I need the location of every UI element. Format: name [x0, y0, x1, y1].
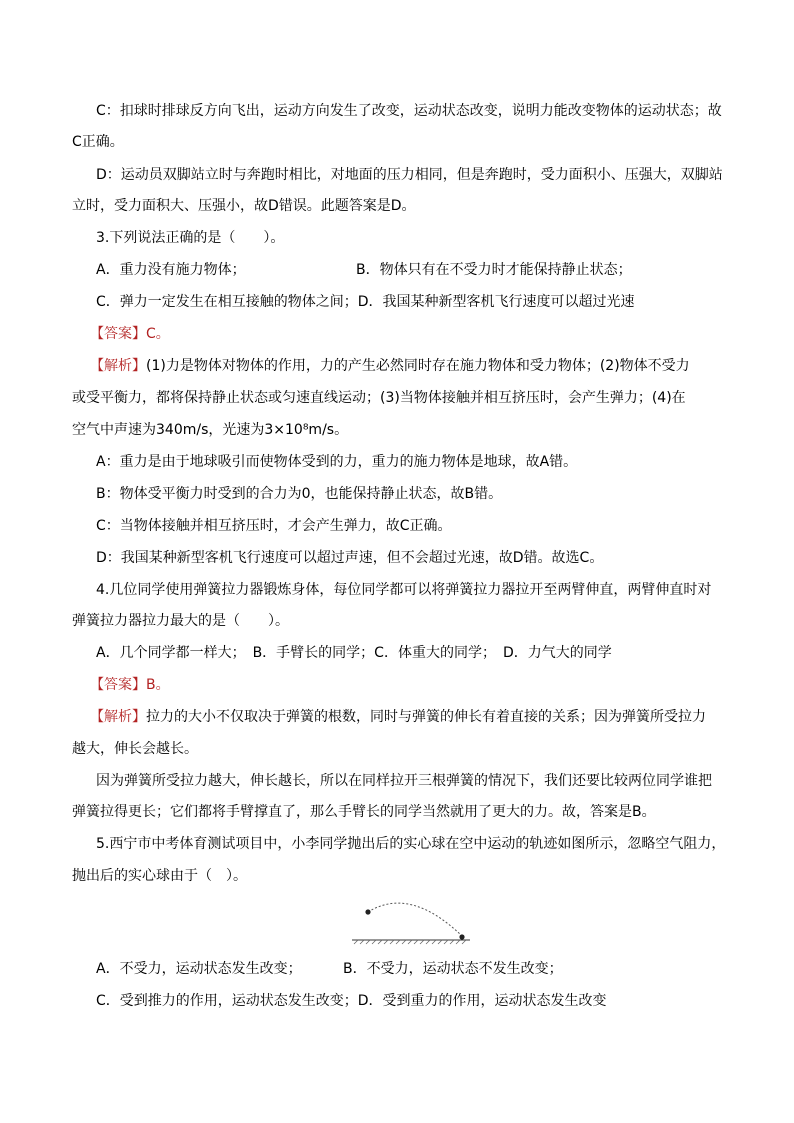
answer-value: C。: [146, 326, 170, 342]
ball-landing: [459, 934, 464, 939]
question-3-option-a: A．重力没有施力物体；: [96, 262, 246, 278]
question-3-explanation-a: A：重力是由于地球吸引而使物体受到的力，重力的施力物体是地球，故A错。: [96, 454, 578, 470]
question-3-answer: [90, 324, 170, 344]
question-3-explanation-b: B：物体受平衡力时受到的合力为0，也能保持静止状态，故B错。: [96, 486, 503, 502]
option-d-explanation-line1: D：运动员双脚站立时与奔跑时相比，对地面的压力相同，但是奔跑时，受力面积小、压强大，双脚站: [96, 167, 723, 183]
question-5-option-a: A．不受力，运动状态发生改变；: [96, 961, 302, 977]
question-5-option-b: B．不受力，运动状态不发生改变；: [343, 961, 563, 977]
option-c-explanation-line1: C：扣球时排球反方向飞出，运动方向发生了改变，运动状态改变，说明力能改变物体的运动状态；故: [96, 103, 722, 119]
answer-value: B。: [146, 677, 170, 693]
question-5-stem-line1: 5.西宁市中考体育测试项目中，小李同学抛出后的实心球在空中运动的轨迹如图所示，忽略空气阻力，: [96, 836, 726, 852]
trajectory-path: [368, 903, 462, 936]
option-d-explanation-line2: 立时，受力面积大、压强小，故D错误。此题答案是D。: [72, 198, 416, 214]
ball-start: [365, 909, 370, 914]
question-3-options-cd: C．弹力一定发生在相互接触的物体之间；D．我国某种新型客机飞行速度可以超过光速: [96, 294, 635, 310]
projectile-trajectory-figure: [350, 900, 475, 950]
question-3-explanation-d: D：我国某种新型客机飞行速度可以超过声速，但不会超过光速，故D错。故选C。: [96, 550, 604, 566]
explanation-tag: 【解析】: [90, 709, 146, 725]
question-4-explanation-line4: 弹簧拉得更长；它们都将手臂撑直了，那么手臂长的同学当然就用了更大的力。故，答案是B。: [72, 804, 656, 820]
question-5-stem-line2: 抛出后的实心球由于（ ）。: [72, 868, 247, 884]
question-3-stem: 3.下列说法正确的是（ ）。: [96, 230, 285, 246]
question-4-explanation-line3: 因为弹簧所受拉力越大，伸长越长，所以在同样拉开三根弹簧的情况下，我们还要比较两位同学谁把: [96, 773, 712, 789]
explanation-tag: 【解析】: [90, 358, 146, 374]
explanation-text: (1)力是物体对物体的作用，力的产生必然同时存在施力物体和受力物体；(2)物体不受力: [146, 358, 690, 374]
question-3-explanation-line1: [90, 356, 690, 376]
question-4-options: A．几个同学都一样大； B．手臂长的同学；C．体重大的同学； D．力气大的同学: [96, 645, 612, 661]
ground-hatching: [354, 940, 466, 944]
question-4-answer: [90, 675, 170, 695]
question-4-stem-line1: 4.几位同学使用弹簧拉力器锻炼身体，每位同学都可以将弹簧拉力器拉开至两臂伸直，两臂伸直时对: [96, 582, 712, 598]
question-4-explanation-line2: 越大，伸长会越长。: [72, 741, 198, 757]
question-3-explanation-c: C：当物体接触并相互挤压时，才会产生弹力，故C正确。: [96, 518, 452, 534]
option-c-explanation-line2: C正确。: [72, 134, 124, 150]
question-3-explanation-line2: 或受平衡力，都将保持静止状态或匀速直线运动；(3)当物体接触并相互挤压时，会产生弹力；(4)在: [72, 390, 686, 406]
explanation-text: 拉力的大小不仅取决于弹簧的根数，同时与弹簧的伸长有着直接的关系；因为弹簧所受拉力: [146, 709, 706, 725]
question-4-stem-line2: 弹簧拉力器拉力最大的是（ ）。: [72, 613, 289, 629]
question-3-explanation-line3: 空气中声速为340m/s，光速为3×10⁸m/s。: [72, 422, 349, 438]
answer-tag: 【答案】: [90, 326, 146, 342]
question-5-options-cd: C．受到推力的作用，运动状态发生改变；D．受到重力的作用，运动状态发生改变: [96, 993, 607, 1009]
question-4-explanation-line1: [90, 707, 706, 727]
answer-tag: 【答案】: [90, 677, 146, 693]
question-3-option-b: B．物体只有在不受力时才能保持静止状态；: [356, 262, 632, 278]
